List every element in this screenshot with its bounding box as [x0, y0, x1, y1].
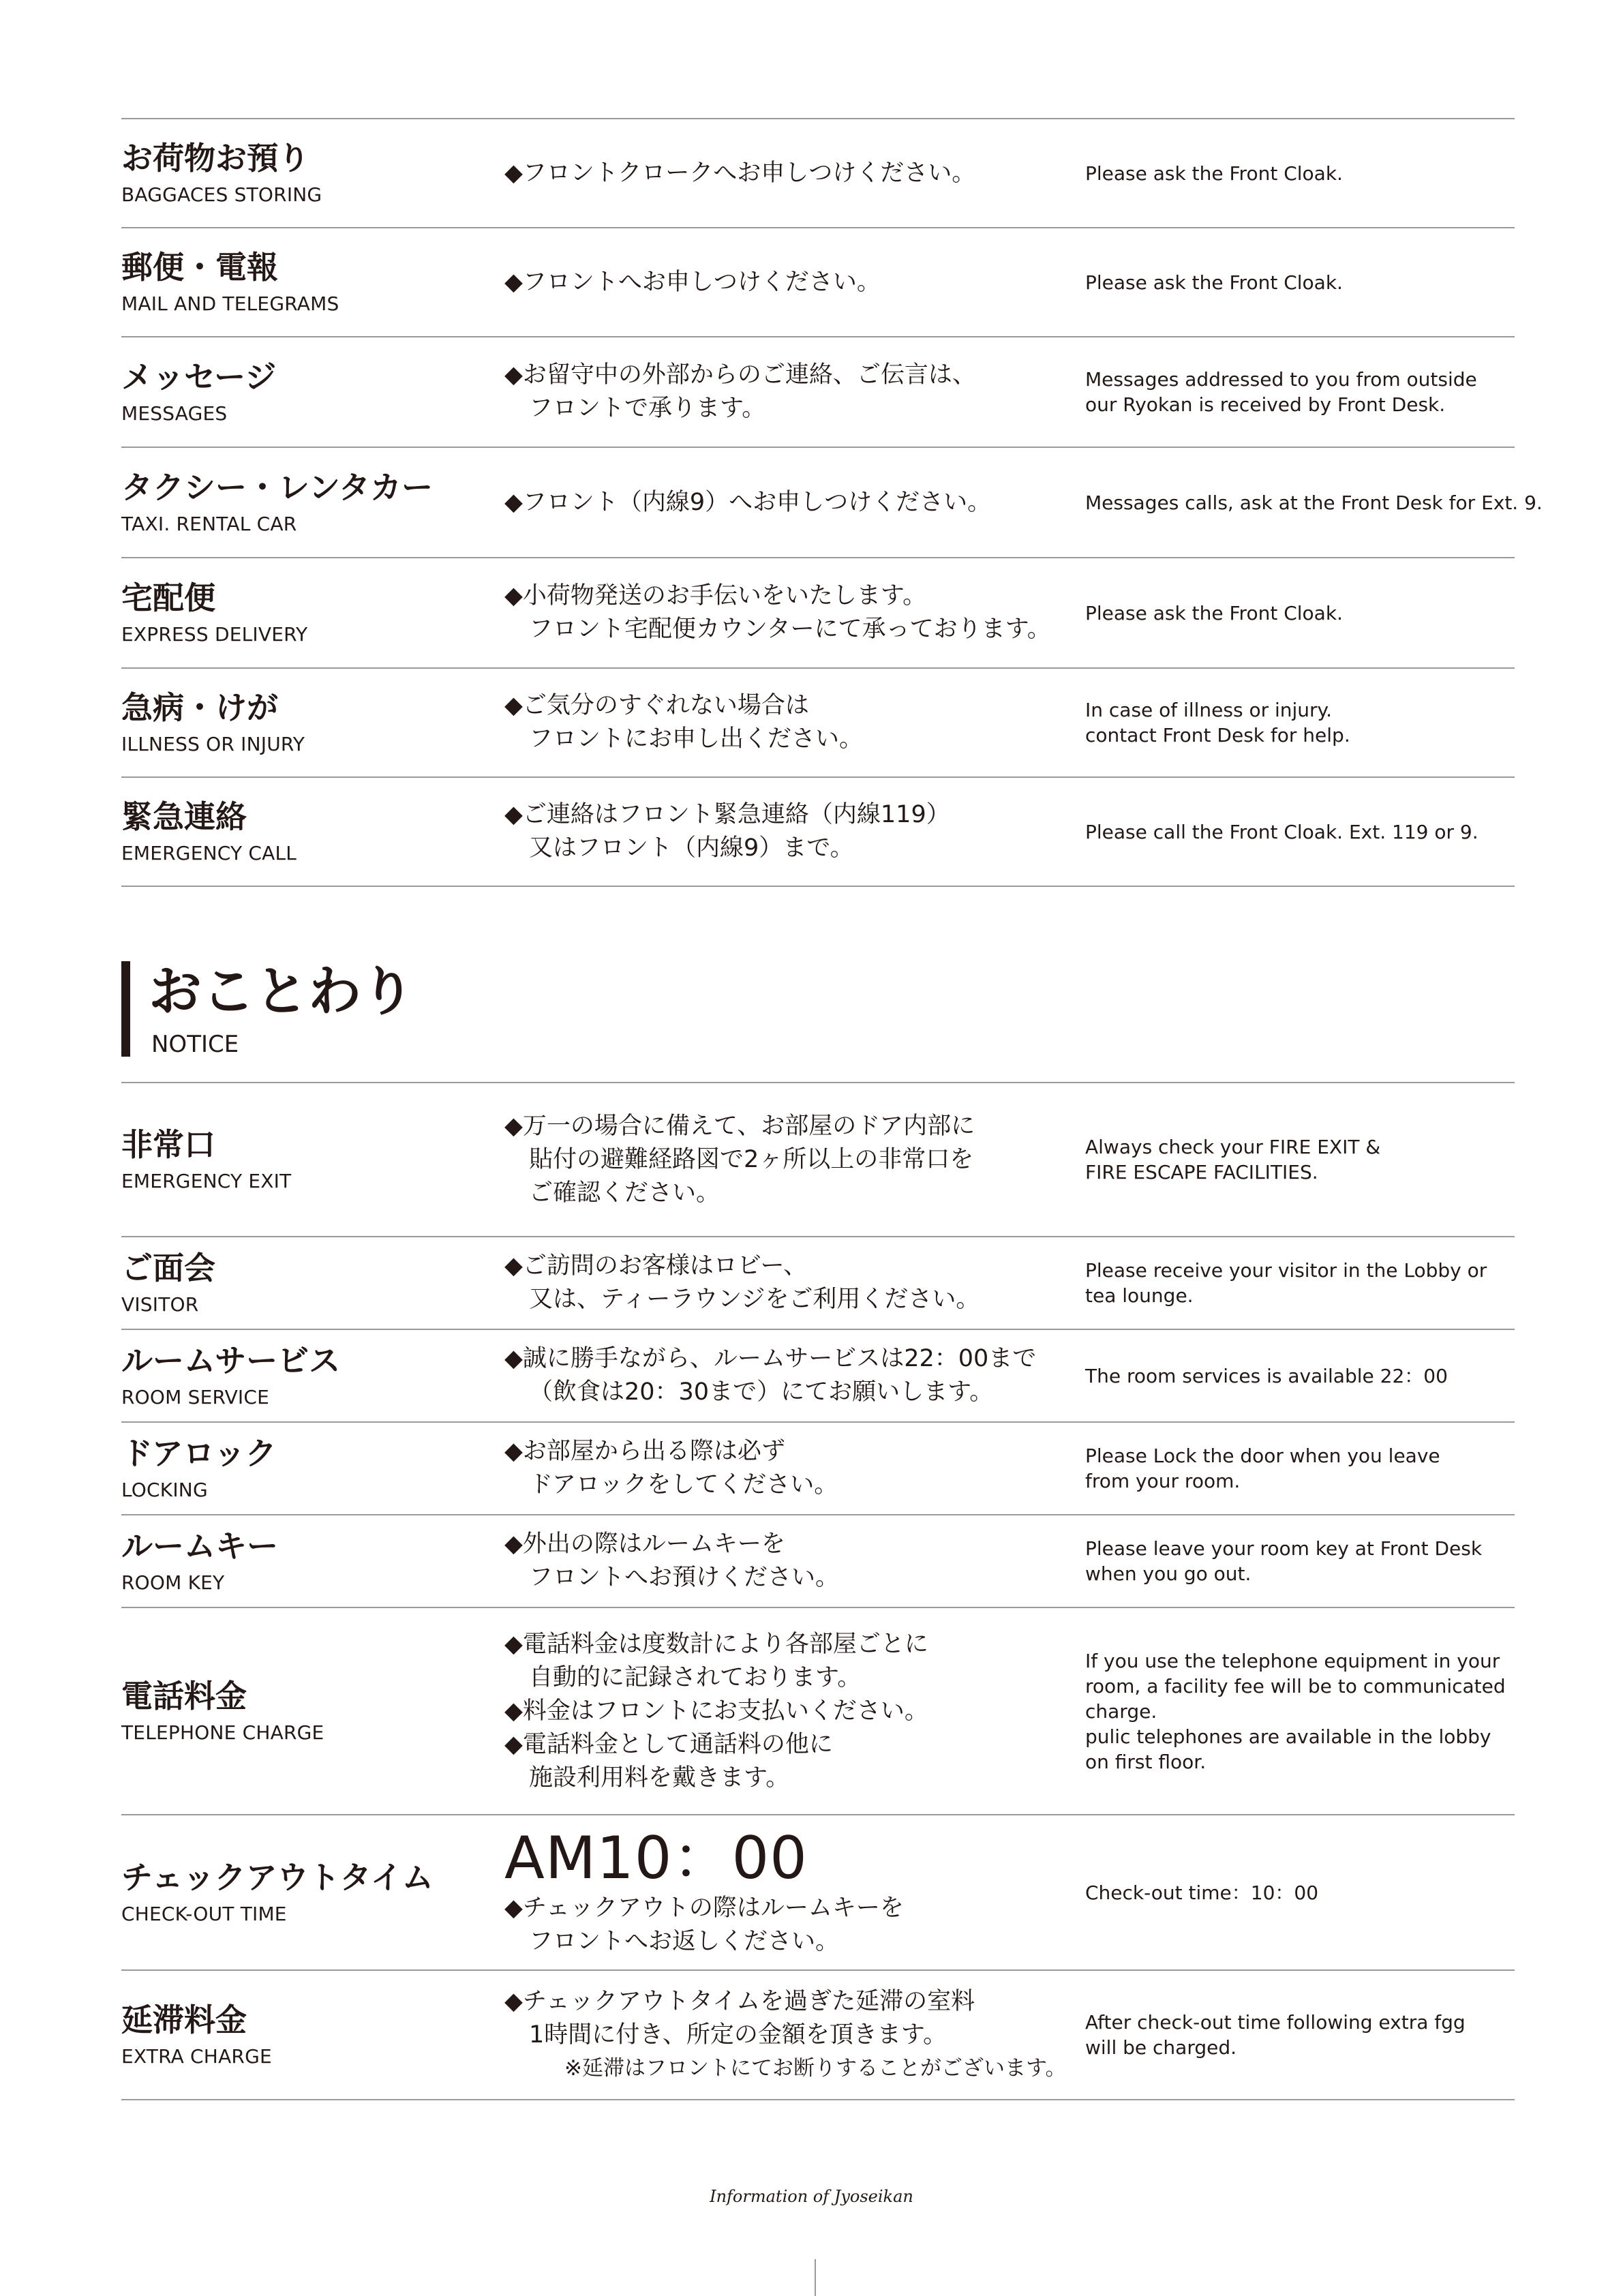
- table-row-messages: [121, 337, 1515, 447]
- label-en: ROOM KEY: [121, 1571, 225, 1594]
- description-jp-line: フロントへお預けください。: [529, 1564, 840, 1591]
- description-en-line: In case of illness or injury.: [1085, 699, 1333, 721]
- label-en: TELEPHONE CHARGE: [121, 1721, 324, 1744]
- description-jp-line: ◆お部屋から出る際は必ず: [504, 1438, 785, 1465]
- label-jp: 急病・けが: [121, 689, 278, 727]
- label-jp: 緊急連絡: [121, 798, 247, 836]
- description-jp-line: ◆フロント（内線9）へお申しつけください。: [504, 488, 992, 516]
- description-jp-line: 自動的に記録されております。: [529, 1663, 862, 1691]
- description-en: [1085, 778, 1508, 886]
- description-en-line: Please ask the Front Cloak.: [1085, 601, 1343, 624]
- description-jp-line: ◆外出の際はルームキーを: [504, 1530, 785, 1558]
- description-en-line: when you go out.: [1085, 1562, 1252, 1585]
- label-en: MESSAGES: [121, 402, 228, 425]
- description-jp-line: ◆フロントクロークへお申しつけください。: [504, 159, 976, 187]
- description-jp-line: ◆ご気分のすぐれない場合は: [504, 692, 809, 719]
- description-jp-line: ご確認ください。: [529, 1179, 721, 1207]
- notice-title-en: NOTICE: [151, 1031, 239, 1058]
- table-divider: [121, 2099, 1515, 2100]
- description-en-line: Please call the Front Cloak. Ext. 119 or 9.: [1085, 820, 1478, 843]
- description-jp: [504, 1237, 1104, 1329]
- description-en-line: Check-out time：10：00: [1085, 1881, 1319, 1904]
- label-en: CHECK-OUT TIME: [121, 1902, 287, 1925]
- description-jp-line: ◆小荷物発送のお手伝いをいたします。: [504, 582, 927, 609]
- table-row-extra-charge: [121, 1971, 1515, 2099]
- description-en-line: Please ask the Front Cloak.: [1085, 162, 1343, 185]
- description-jp-line: 又は、ティーラウンジをご利用ください。: [529, 1286, 980, 1313]
- description-jp-line: ◆お留守中の外部からのご連絡、ご伝言は、: [504, 361, 976, 389]
- description-jp-line: ◆電話料金は度数計により各部屋ごとに: [504, 1630, 928, 1658]
- description-jp: [504, 778, 1104, 886]
- description-en-line: Messages calls, ask at the Front Desk for Ext. 9.: [1085, 491, 1543, 514]
- label-en: VISITOR: [121, 1293, 199, 1316]
- label-jp: 電話料金: [121, 1678, 247, 1715]
- description-jp: [504, 1515, 1104, 1607]
- row-label: [121, 1330, 503, 1421]
- description-jp-line: ◆ご訪問のお客様はロビー、: [504, 1252, 808, 1280]
- row-label: [121, 1608, 503, 1814]
- label-jp: ご面会: [121, 1250, 215, 1287]
- notice-title-jp: おことわり: [149, 961, 415, 1023]
- description-jp-line: フロントで承ります。: [529, 395, 766, 422]
- check-out-time-display: AM10：00: [504, 1824, 808, 1892]
- table-row-baggage: [121, 119, 1515, 227]
- description-en-line: room, a facility fee will be to communicated: [1085, 1674, 1506, 1697]
- footer-caption: Information of Jyoseikan: [710, 2187, 913, 2206]
- description-en-line: Please receive your visitor in the Lobby or: [1085, 1259, 1487, 1282]
- label-en: EXPRESS DELIVERY: [121, 622, 308, 646]
- description-en-line: our Ryokan is received by Front Desk.: [1085, 393, 1446, 416]
- description-en: [1085, 1423, 1508, 1514]
- label-en: EMERGENCY CALL: [121, 841, 297, 864]
- label-en: TAXI. RENTAL CAR: [121, 512, 297, 535]
- label-en: EMERGENCY EXIT: [121, 1169, 292, 1192]
- description-en: [1085, 228, 1508, 336]
- description-en-line: from your room.: [1085, 1470, 1241, 1492]
- description-en: [1085, 119, 1508, 227]
- page-center-mark: [815, 2259, 816, 2296]
- description-en: [1085, 1515, 1508, 1607]
- description-en: [1085, 1083, 1508, 1236]
- description-jp-line: フロントにお申し出ください。: [529, 725, 864, 753]
- row-label: [121, 1237, 503, 1329]
- description-en: [1085, 1815, 1508, 1969]
- description-en-line: on first floor.: [1085, 1750, 1207, 1773]
- description-jp: [504, 228, 1104, 336]
- label-en: LOCKING: [121, 1478, 208, 1501]
- description-en-line: Always check your FIRE EXIT &: [1085, 1136, 1381, 1158]
- description-jp-line: ◆チェックアウトの際はルームキーを: [504, 1894, 904, 1922]
- row-label: [121, 1423, 503, 1514]
- description-en-line: charge.: [1085, 1700, 1157, 1723]
- row-label: [121, 1815, 503, 1969]
- description-jp-line: ◆万一の場合に備えて、お部屋のドア内部に: [504, 1112, 975, 1140]
- description-jp: [504, 1330, 1104, 1421]
- description-jp: [504, 1083, 1104, 1236]
- description-jp: [504, 1971, 1104, 2099]
- description-en-line: FIRE ESCAPE FACILITIES.: [1085, 1161, 1318, 1183]
- label-jp: ドアロック: [121, 1435, 277, 1472]
- row-label: [121, 1515, 503, 1607]
- description-en-line: Please ask the Front Cloak.: [1085, 271, 1343, 294]
- label-jp: タクシー・レンタカー: [121, 469, 434, 507]
- description-jp: [504, 448, 1104, 557]
- table-row-check-out-time: [121, 1815, 1515, 1969]
- description-jp: [504, 669, 1104, 776]
- description-jp-line: ◆料金はフロントにお支払いください。: [504, 1697, 928, 1725]
- description-en-line: will be charged.: [1085, 2036, 1237, 2059]
- description-en-line: Please leave your room key at Front Desk: [1085, 1537, 1483, 1560]
- description-jp-line: ◆フロントへお申しつけください。: [504, 268, 881, 296]
- row-label: [121, 558, 503, 667]
- description-jp-line: （飲食は20：30まで）にてお願いします。: [529, 1378, 994, 1406]
- notice-heading: [121, 960, 735, 1062]
- description-en: [1085, 337, 1508, 447]
- description-jp-line: 施設利用料を戴きます。: [529, 1764, 790, 1792]
- description-jp: [504, 337, 1104, 447]
- label-jp: チェックアウトタイム: [121, 1859, 434, 1897]
- description-en: [1085, 448, 1543, 557]
- table-row-emergency-call: [121, 778, 1515, 886]
- label-en: BAGGACES STORING: [121, 183, 322, 206]
- row-label: [121, 228, 503, 336]
- label-en: ROOM SERVICE: [121, 1385, 270, 1408]
- table-row-visitor: [121, 1237, 1515, 1329]
- description-jp-line: フロント宅配便カウンターにて承っております。: [529, 616, 1051, 643]
- description-jp-line: フロントへお返しください。: [529, 1928, 840, 1955]
- row-label: [121, 337, 503, 447]
- row-label: [121, 1971, 503, 2099]
- table-row-mail: [121, 228, 1515, 336]
- description-en: [1085, 1971, 1508, 2099]
- table-row-room-key: [121, 1515, 1515, 1607]
- description-jp: [504, 1608, 1104, 1814]
- table-row-telephone-charge: [121, 1608, 1515, 1814]
- row-label: [121, 119, 503, 227]
- description-jp: [504, 558, 1104, 667]
- table-row-express-delivery: [121, 558, 1515, 667]
- heading-accent-bar: [121, 961, 130, 1057]
- description-jp: [504, 1423, 1104, 1514]
- description-en: [1085, 1608, 1508, 1814]
- description-en: [1085, 558, 1508, 667]
- description-jp: [504, 1815, 1104, 1969]
- table-row-room-service: [121, 1330, 1515, 1421]
- description-jp: [504, 119, 1104, 227]
- table-row-illness: [121, 669, 1515, 776]
- description-en: [1085, 1237, 1508, 1329]
- description-jp-line: ◆ご連絡はフロント緊急連絡（内線119）: [504, 801, 950, 828]
- description-jp-note: ※延滞はフロントにてお断りすることがございます。: [564, 2055, 1067, 2081]
- description-en-line: pulic telephones are available in the lobby: [1085, 1725, 1491, 1748]
- label-jp: 非常口: [121, 1126, 215, 1164]
- label-en: MAIL AND TELEGRAMS: [121, 292, 339, 315]
- description-jp-line: ドアロックをしてください。: [529, 1471, 838, 1498]
- description-en-line: tea lounge.: [1085, 1284, 1194, 1307]
- description-jp-line: 1時間に付き、所定の金額を頂きます。: [529, 2021, 947, 2049]
- table-row-emergency-exit: [121, 1083, 1515, 1236]
- description-jp-line: ◆電話料金として通話料の他に: [504, 1730, 833, 1758]
- label-jp: ルームサービス: [121, 1342, 341, 1380]
- label-jp: お荷物お預り: [121, 140, 309, 177]
- description-en-line: Messages addressed to you from outside: [1085, 368, 1477, 391]
- table-row-locking: [121, 1423, 1515, 1514]
- description-jp-line: 又はフロント（内線9）まで。: [529, 834, 854, 862]
- description-en-line: The room services is available 22：00: [1085, 1364, 1448, 1387]
- label-en: EXTRA CHARGE: [121, 2044, 272, 2068]
- description-en-line: Please Lock the door when you leave: [1085, 1445, 1440, 1467]
- description-jp-line: ◆誠に勝手ながら、ルームサービスは22：00まで: [504, 1345, 1037, 1372]
- label-jp: 延滞料金: [121, 2002, 247, 2039]
- table-row-taxi: [121, 448, 1543, 557]
- table-divider: [121, 886, 1515, 887]
- label-jp: 宅配便: [121, 579, 215, 617]
- label-en: ILLNESS OR INJURY: [121, 732, 305, 755]
- row-label: [121, 669, 503, 776]
- description-en-line: contact Front Desk for help.: [1085, 724, 1350, 746]
- description-en-line: After check-out time following extra fgg: [1085, 2011, 1466, 2034]
- label-jp: 郵便・電報: [121, 249, 278, 286]
- description-en: [1085, 1330, 1508, 1421]
- description-en-line: If you use the telephone equipment in your: [1085, 1649, 1500, 1672]
- label-jp: ルームキー: [121, 1528, 278, 1565]
- label-jp: メッセージ: [121, 359, 277, 396]
- description-jp-line: 貼付の避難経路図で2ヶ所以上の非常口を: [529, 1145, 974, 1173]
- row-label: [121, 1083, 503, 1236]
- row-label: [121, 778, 503, 886]
- description-jp-line: ◆チェックアウトタイムを過ぎた延滞の室料: [504, 1987, 975, 2015]
- row-label: [121, 448, 503, 557]
- description-en: [1085, 669, 1508, 776]
